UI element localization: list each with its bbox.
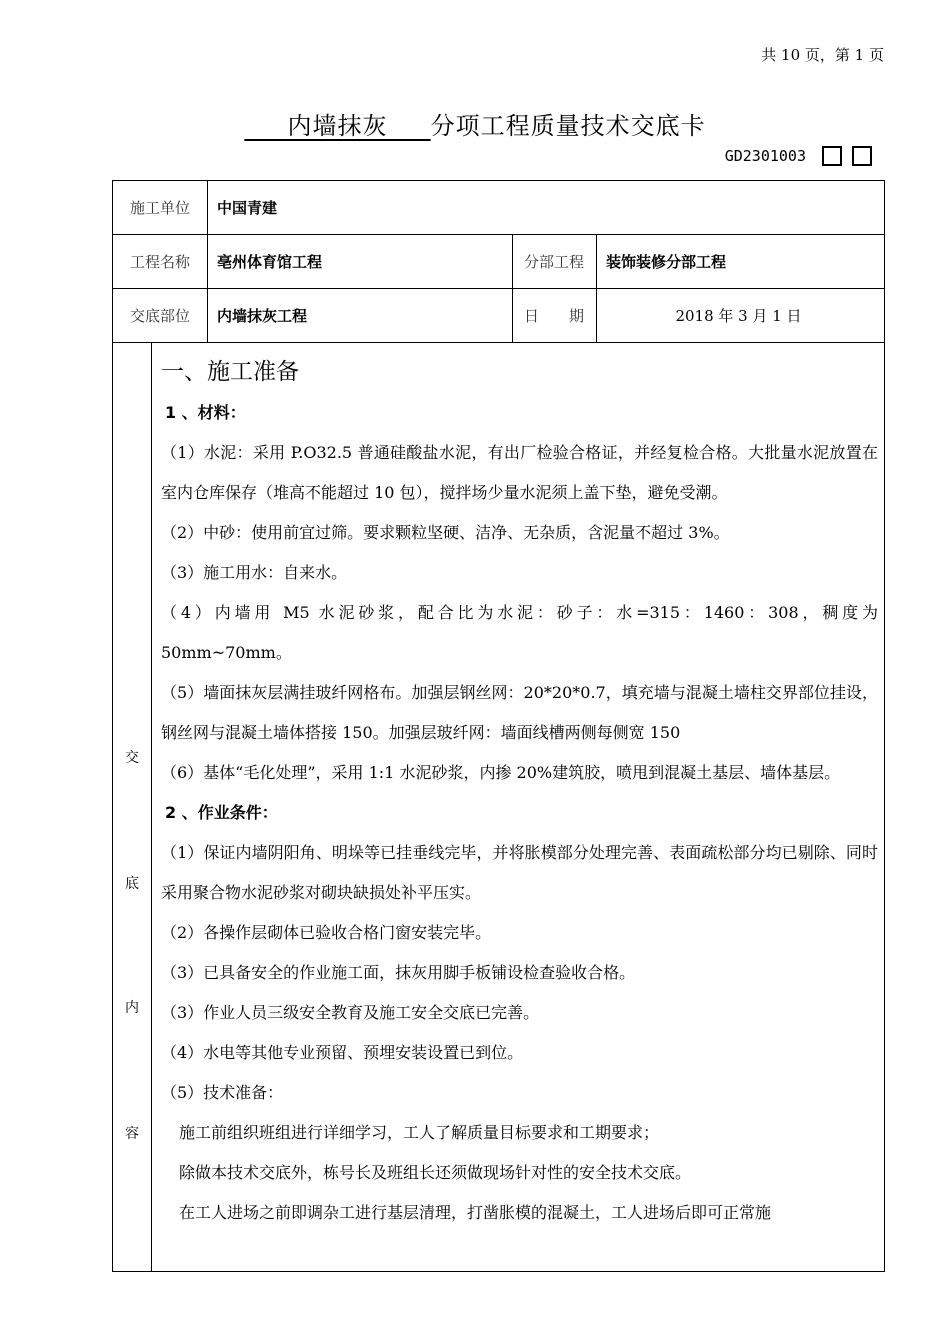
conditions-heading: 2 、作业条件：	[165, 803, 278, 822]
material-item-1: （1）水泥：采用 P.O32.5 普通硅酸盐水泥，有出厂检验合格证，并经复检合格。大批量水泥放置在室内仓库保存（堆高不能超过 10 包），搅拌场少量水泥须上盖下垫，避免受潮。	[161, 443, 878, 502]
checkbox-1[interactable]	[822, 146, 842, 166]
form-table	[112, 180, 885, 1272]
side-char-4: 容	[125, 1126, 139, 1142]
sub-project-label: 分部工程	[523, 253, 584, 271]
document-code: GD2301003	[724, 147, 806, 165]
title-rest: 分项工程质量技术交底卡	[430, 112, 706, 140]
title-underlined-part: 内墙抹灰	[244, 112, 431, 140]
condition-item-5: （4）水电等其他专业预留、预埋安装设置已到位。	[161, 1043, 524, 1062]
date-value: 2018 年 3 月 1 日	[675, 307, 802, 325]
sub-project-value: 装饰装修分部工程	[606, 253, 727, 271]
tech-prep-line-1: 施工前组织班组进行详细学习，工人了解质量目标要求和工期要求；	[179, 1123, 660, 1142]
content-side-label	[113, 343, 152, 1271]
material-item-2: （2）中砂：使用前宜过筛。要求颗粒坚硬、洁净、无杂质，含泥量不超过 3%。	[161, 523, 730, 542]
row-project-name	[113, 235, 884, 289]
tech-prep-line-2: 除做本技术交底外，栋号长及班组长还须做现场针对性的安全技术交底。	[179, 1163, 692, 1182]
condition-item-4: （3）作业人员三级安全教育及施工安全交底已完善。	[161, 1003, 540, 1022]
checkbox-2[interactable]	[852, 146, 872, 166]
condition-item-3: （3）已具备安全的作业施工面，抹灰用脚手板铺设检查验收合格。	[161, 963, 636, 982]
material-item-3: （3）施工用水：自来水。	[161, 563, 348, 582]
side-char-1: 交	[125, 750, 139, 766]
materials-heading: 1 、材料：	[165, 403, 246, 422]
project-name-value: 亳州体育馆工程	[217, 253, 323, 271]
page-counter: 共 10 页，第 1 页	[761, 46, 884, 64]
material-item-5: （5）墙面抹灰层满挂玻纤网格布。加强层钢丝网：20*20*0.7，填充墙与混凝土墙柱交界部位挂设，钢丝网与混凝土墙体搭接 150。加强层玻纤网：墙面线槽两侧每侧宽 150	[161, 683, 878, 742]
document-title	[0, 106, 950, 141]
row-construction-unit	[113, 181, 884, 235]
construction-unit-value: 中国青建	[217, 199, 278, 217]
condition-item-1: （1）保证内墙阴阳角、明垛等已挂垂线完毕，并将胀模部分处理完善、表面疏松部分均已剔除、同时采用聚合物水泥砂浆对砌块缺损处补平压实。	[161, 843, 878, 902]
location-value: 内墙抹灰工程	[217, 307, 308, 325]
condition-item-2: （2）各操作层砌体已验收合格门窗安装完毕。	[161, 923, 492, 942]
tech-prep-line-3: 在工人进场之前即调杂工进行基层清理，打凿胀模的混凝土，工人进场后即可正常施	[179, 1203, 772, 1222]
construction-unit-label: 施工单位	[129, 199, 190, 217]
side-char-2: 底	[125, 876, 139, 892]
side-char-3: 内	[125, 1000, 139, 1016]
condition-item-6: （5）技术准备：	[161, 1083, 284, 1102]
material-item-6: （6）基体“毛化处理”，采用 1:1 水泥砂浆，内掺 20%建筑胶，喷甩到混凝土基层、墙体基层。	[161, 763, 841, 782]
location-label: 交底部位	[129, 307, 190, 325]
disclosure-content	[161, 343, 878, 1271]
project-name-label: 工程名称	[129, 253, 190, 271]
row-location	[113, 289, 884, 343]
document-code-row	[725, 146, 872, 166]
material-item-4: （4）内墙用 M5 水泥砂浆，配合比为水泥：砂子：水=315：1460：308，稠度为 50mm~70mm。	[161, 603, 878, 662]
date-label: 日 期	[523, 307, 584, 325]
section-heading: 一、施工准备	[161, 359, 299, 385]
